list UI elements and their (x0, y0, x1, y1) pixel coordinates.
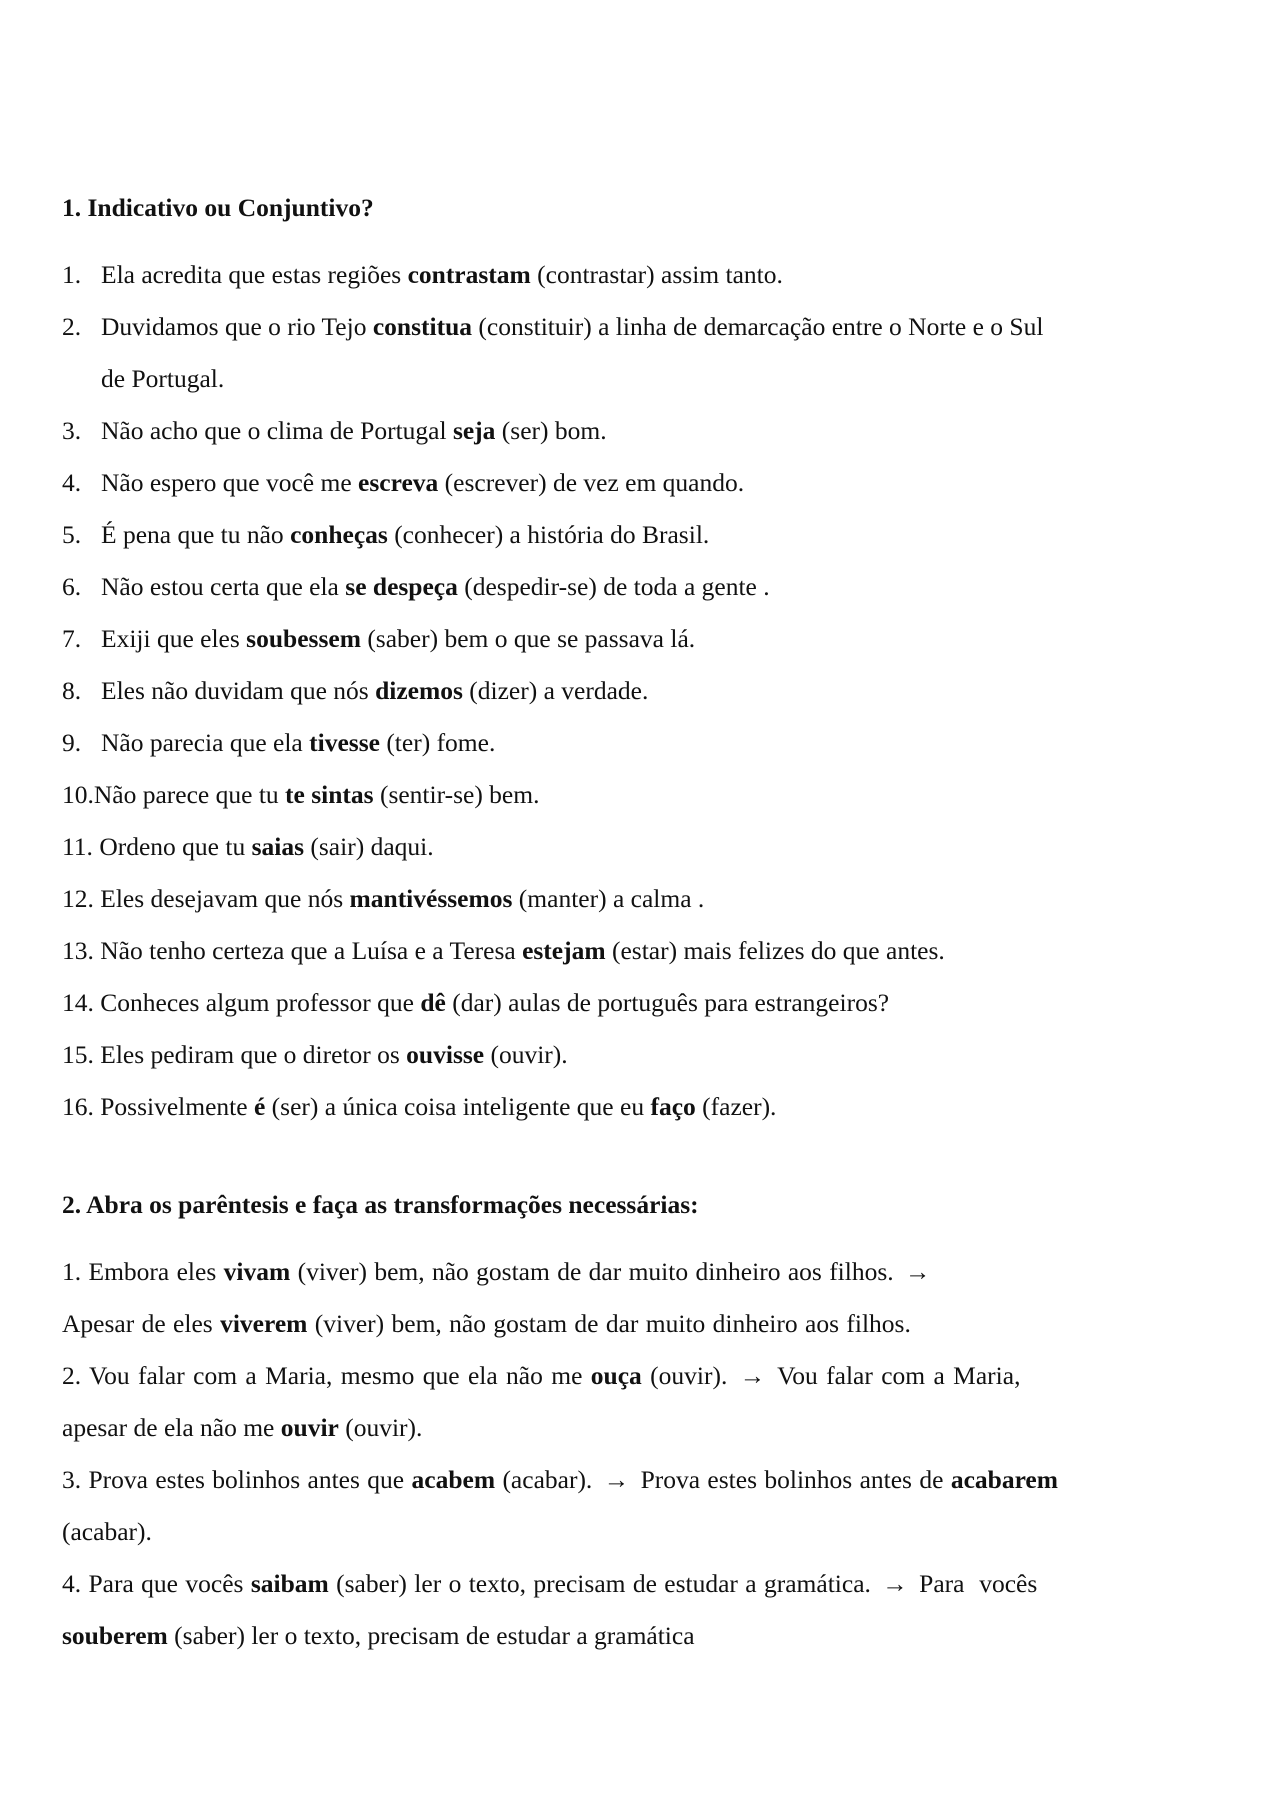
item-text: (constituir) a linha de demarcação entre o Norte e o Sul (472, 312, 1044, 341)
item-text: (sentir-se) bem. (373, 780, 540, 809)
document-content (62, 182, 1232, 1662)
answer: tivesse (309, 728, 380, 757)
item-number: 15. (62, 1040, 94, 1069)
item-number: 13. (62, 936, 94, 965)
item-text: Não estou certa que ela (101, 572, 346, 601)
item-text: Não parecia que ela (101, 728, 310, 757)
item-text: (fazer). (695, 1092, 777, 1121)
answer: constitua (372, 312, 473, 341)
answer: souberem (62, 1621, 168, 1650)
list-item (62, 925, 1232, 977)
item-number: 1. (62, 260, 82, 289)
item-text: Ela acredita que estas regiões (101, 260, 408, 289)
item-text: Eles desejavam que nós (100, 884, 350, 913)
answer: dê (420, 988, 446, 1017)
answer: soubessem (246, 624, 361, 653)
item-text: Não acho que o clima de Portugal (101, 416, 453, 445)
ex1-line2: Apesar de eles viverem (viver) bem, não gostam de dar muito dinheiro aos filhos. (62, 1309, 911, 1338)
answer: viverem (220, 1309, 308, 1338)
item-number: 2. (62, 312, 82, 341)
item-text: (manter) a calma . (512, 884, 705, 913)
section1-title: 1. Indicativo ou Conjuntivo? (62, 193, 374, 222)
ex3-line2: (acabar). (62, 1517, 152, 1546)
section1-list (62, 249, 1232, 1133)
list-item (62, 665, 1232, 717)
item-text: Não parece que tu (93, 780, 286, 809)
answer: é (253, 1092, 266, 1121)
arrow-icon: → (603, 1465, 630, 1494)
answer: te sintas (285, 780, 374, 809)
list-item (62, 405, 1232, 457)
answer: seja (452, 416, 496, 445)
ex1-line1: 1. Embora eles vivam (viver) bem, não gostam de dar muito dinheiro aos filhos. → (62, 1246, 1232, 1298)
answer: acabem (411, 1465, 496, 1494)
item-number: 8. (62, 676, 82, 705)
answer: contrastam (407, 260, 531, 289)
ex2-line1: 2. Vou falar com a Maria, mesmo que ela não me ouça (ouvir). → Vou falar com a Maria, (62, 1361, 1021, 1390)
arrow-icon: → (905, 1257, 931, 1286)
item-number: 5. (62, 520, 82, 549)
list-item (62, 249, 1232, 301)
item-text: Eles pediram que o diretor os (100, 1040, 407, 1069)
item-text: (ter) fome. (379, 728, 496, 757)
list-item (62, 457, 1232, 509)
ex2-line2: apesar de ela não me ouvir (ouvir). (62, 1413, 423, 1442)
item-text: Duvidamos que o rio Tejo (101, 312, 373, 341)
item-text: (sair) daqui. (304, 832, 434, 861)
list-item (62, 613, 1232, 665)
list-item (62, 1081, 1232, 1133)
item-text: Ordeno que tu (99, 832, 252, 861)
item-text: (dizer) a verdade. (462, 676, 649, 705)
answer: mantivéssemos (349, 884, 513, 913)
answer: ouvir (280, 1413, 339, 1442)
item-number: 6. (62, 572, 82, 601)
arrow-icon: → (739, 1361, 766, 1390)
item-text: Possivelmente (100, 1092, 254, 1121)
item-text: Não espero que você me (101, 468, 359, 497)
arrow-icon: → (882, 1569, 908, 1598)
item-number: 3. (62, 416, 82, 445)
list-item (62, 821, 1232, 873)
ex4-line2: souberem (saber) ler o texto, precisam de estudar a gramática (62, 1621, 695, 1650)
item-text: (dar) aulas de português para estrangeiros? (445, 988, 890, 1017)
answer: saias (251, 832, 305, 861)
answer: se despeça (345, 572, 458, 601)
item-number: 7. (62, 624, 82, 653)
list-item (62, 301, 1232, 353)
item-text: Conheces algum professor que (100, 988, 421, 1017)
answer: acabarem (950, 1465, 1058, 1494)
section2-exercises (62, 1246, 1232, 1662)
list-item (62, 977, 1232, 1029)
item-text: (escrever) de vez em quando. (438, 468, 745, 497)
item-text: (despedir-se) de toda a gente . (457, 572, 770, 601)
item-text: (estar) mais felizes do que antes. (605, 936, 945, 965)
item-text: (ouvir). (484, 1040, 568, 1069)
answer: estejam (522, 936, 606, 965)
item-number: 14. (62, 988, 94, 1017)
list-item (62, 1029, 1232, 1081)
list-item (62, 717, 1232, 769)
ex4-line1: 4. Para que vocês saibam (saber) ler o texto, precisam de estudar a gramática. → Para vocês (62, 1569, 1038, 1598)
list-item-continuation: de Portugal. (101, 364, 225, 393)
item-number: 10. (62, 780, 94, 809)
list-item (62, 509, 1232, 561)
item-text: Exiji que eles (101, 624, 247, 653)
list-item (62, 873, 1232, 925)
item-number: 12. (62, 884, 94, 913)
answer: faço (650, 1092, 696, 1121)
answer: vivam (223, 1257, 291, 1286)
ex3-line1: 3. Prova estes bolinhos antes que acabem (acabar). → Prova estes bolinhos antes de acabarem (62, 1465, 1058, 1494)
section2-title: 2. Abra os parêntesis e faça as transformações necessárias: (62, 1190, 699, 1219)
answer: escreva (358, 468, 439, 497)
answer: ouça (590, 1361, 642, 1390)
list-item (62, 769, 1232, 821)
item-text: (contrastar) assim tanto. (530, 260, 783, 289)
item-text: Não tenho certeza que a Luísa e a Teresa (100, 936, 523, 965)
item-text: (conhecer) a história do Brasil. (387, 520, 710, 549)
item-number: 11. (62, 832, 93, 861)
answer: dizemos (375, 676, 463, 705)
list-item (62, 561, 1232, 613)
answer: conheças (290, 520, 388, 549)
item-number: 16. (62, 1092, 94, 1121)
item-text: (ser) a única coisa inteligente que eu (265, 1092, 651, 1121)
item-number: 9. (62, 728, 82, 757)
answer: saibam (250, 1569, 329, 1598)
answer: ouvisse (406, 1040, 485, 1069)
item-text: É pena que tu não (101, 520, 291, 549)
item-text: (saber) bem o que se passava lá. (360, 624, 696, 653)
item-text: Eles não duvidam que nós (101, 676, 376, 705)
item-text: (ser) bom. (495, 416, 607, 445)
item-number: 4. (62, 468, 82, 497)
